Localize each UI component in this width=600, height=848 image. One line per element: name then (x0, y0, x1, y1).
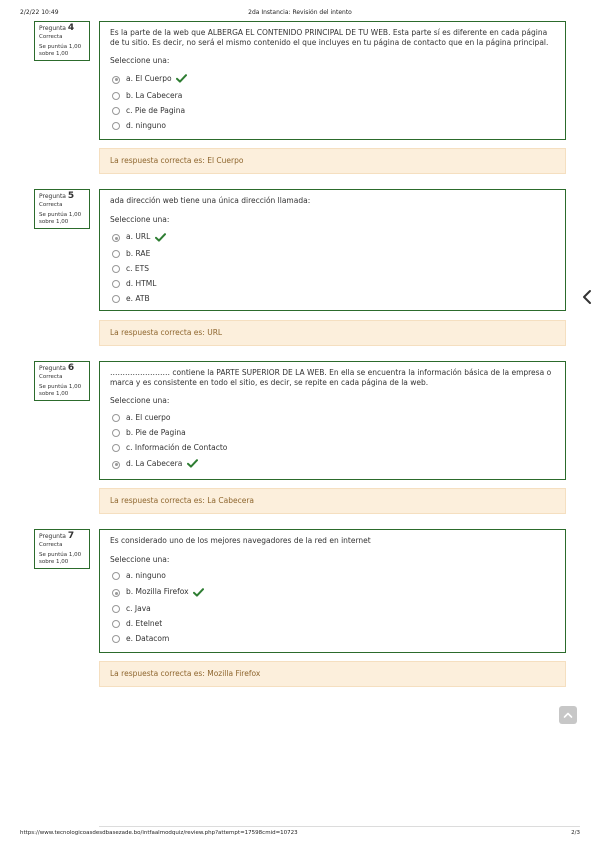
question-label: Pregunta (39, 533, 66, 540)
question-state: Correcta (39, 202, 63, 208)
answer-option[interactable] (110, 276, 555, 291)
option-label: a. ninguno (126, 571, 166, 580)
radio-button[interactable] (112, 589, 120, 597)
question-info (34, 361, 90, 401)
print-date: 2/2/22 10:49 (20, 9, 59, 16)
question-state: Correcta (39, 542, 63, 548)
radio-button[interactable] (112, 107, 120, 115)
option-label: b. La Cabecera (126, 90, 183, 100)
option-label: c. ETS (126, 264, 149, 273)
question-content (99, 361, 566, 480)
question-info (34, 189, 90, 229)
answer-option[interactable] (110, 88, 555, 103)
option-label: e. ATB (126, 294, 150, 303)
question-label: Pregunta (39, 193, 66, 200)
answer-option[interactable] (110, 246, 555, 261)
option-label: d. Etelnet (126, 619, 163, 628)
radio-button[interactable] (112, 572, 120, 580)
check-icon (193, 588, 204, 597)
option-label: a. URL (126, 232, 151, 241)
back-to-top-button[interactable] (559, 706, 577, 724)
question-text: …………………… contiene la PARTE SUPERIOR DE LA WEB. En ella se encuentra la información básica de la empresa o marca y es consistente en todo el sitio, es decir, se repite en cada página de la web. (110, 368, 552, 387)
question-number: 4 (67, 23, 75, 33)
radio-button[interactable] (112, 605, 120, 613)
correct-answer-feedback: La respuesta correcta es: Mozilla Firefox (99, 661, 566, 687)
radio-button[interactable] (112, 76, 120, 84)
check-icon (187, 459, 198, 468)
print-url: https://www.tecnologicoasdesdbasezade.bo/intfaalmodquiz/review.php?attempt=17598cmid=10723 (20, 830, 298, 836)
print-footer (20, 830, 580, 840)
correct-answer-feedback: La respuesta correcta es: La Cabecera (99, 488, 566, 514)
option-label: b. RAE (126, 249, 151, 258)
radio-button[interactable] (112, 429, 120, 437)
radio-button[interactable] (112, 414, 120, 422)
question-label: Pregunta (39, 25, 66, 32)
answer-options (110, 410, 555, 473)
answer-option[interactable] (110, 291, 555, 306)
answer-option[interactable] (110, 118, 555, 133)
chevron-left-icon (582, 289, 592, 305)
answer-option[interactable] (110, 568, 555, 583)
radio-button[interactable] (112, 265, 120, 273)
question-text: Es la parte de la web que ALBERGA EL CONTENIDO PRINCIPAL DE TU WEB. Esta parte sí es diferente en cada página de tu sitio. Es decir, no será el mismo contenido el que incluyes en tu página de contacto que en la página principal. (110, 28, 549, 47)
answer-option[interactable] (110, 425, 555, 440)
answer-options (110, 228, 555, 306)
correct-answer-feedback: La respuesta correcta es: El Cuerpo (99, 148, 566, 174)
print-header (20, 9, 580, 21)
option-label: c. Pie de Pagina (126, 105, 186, 115)
option-label: e. Datacom (126, 634, 170, 643)
check-icon (176, 74, 187, 83)
answer-option[interactable] (110, 601, 555, 616)
option-label: a. El Cuerpo (126, 73, 172, 83)
radio-button[interactable] (112, 635, 120, 643)
answer-option[interactable] (110, 440, 555, 455)
answer-option[interactable] (110, 70, 555, 88)
answer-option[interactable] (110, 261, 555, 276)
option-label: b. Pie de Pagina (126, 427, 186, 437)
question-grade: Se puntúa 1,00 (39, 384, 82, 390)
option-label: a. El cuerpo (126, 412, 171, 422)
option-label: c. Información de Contacto (126, 442, 228, 452)
print-title: 2da Instancia: Revisión del intento (248, 9, 352, 16)
option-label: d. La Cabecera (126, 458, 183, 468)
answer-option[interactable] (110, 631, 555, 646)
question-number: 6 (67, 363, 75, 373)
question-grade-max: sobre 1,00 (39, 219, 69, 225)
radio-button[interactable] (112, 620, 120, 628)
radio-button[interactable] (112, 280, 120, 288)
chevron-up-icon (563, 711, 573, 719)
question-number: 7 (67, 531, 75, 541)
option-label: b. Mozilla Firefox (126, 587, 189, 596)
check-icon (155, 233, 166, 242)
option-label: d. ninguno (126, 120, 166, 130)
answer-prompt: Seleccione una: (110, 214, 170, 224)
footer-divider (99, 826, 580, 827)
option-label: c. Java (126, 604, 151, 613)
answer-option[interactable] (110, 583, 555, 601)
question-info (34, 21, 90, 61)
question-state: Correcta (39, 374, 63, 380)
radio-button[interactable] (112, 295, 120, 303)
radio-button[interactable] (112, 444, 120, 452)
radio-button[interactable] (112, 461, 120, 469)
question-number: 5 (67, 191, 75, 201)
answer-option[interactable] (110, 410, 555, 425)
radio-button[interactable] (112, 234, 120, 242)
question-content (99, 189, 566, 311)
radio-button[interactable] (112, 122, 120, 130)
question-grade-max: sobre 1,00 (39, 559, 69, 565)
question-info (34, 529, 90, 569)
question-content (99, 21, 566, 140)
question-grade-max: sobre 1,00 (39, 391, 69, 397)
question-text: Es considerado uno de los mejores navegadores de la red en internet (110, 536, 371, 545)
radio-button[interactable] (112, 92, 120, 100)
answer-option[interactable] (110, 616, 555, 631)
answer-options (110, 568, 555, 646)
answer-prompt: Seleccione una: (110, 554, 170, 564)
question-grade: Se puntúa 1,00 (39, 44, 82, 50)
answer-option[interactable] (110, 228, 555, 246)
answer-option[interactable] (110, 103, 555, 118)
drawer-toggle-button[interactable] (580, 288, 594, 306)
correct-answer-feedback: La respuesta correcta es: URL (99, 320, 566, 346)
answer-options (110, 70, 555, 133)
question-state: Correcta (39, 34, 63, 40)
radio-button[interactable] (112, 250, 120, 258)
question-grade: Se puntúa 1,00 (39, 552, 82, 558)
answer-option[interactable] (110, 455, 555, 473)
question-grade-max: sobre 1,00 (39, 51, 69, 57)
question-label: Pregunta (39, 365, 66, 372)
question-content (99, 529, 566, 653)
option-label: d. HTML (126, 279, 157, 288)
page-number: 2/3 (571, 830, 580, 836)
answer-prompt: Seleccione una: (110, 56, 170, 65)
question-text: ada dirección web tiene una única dirección llamada: (110, 196, 311, 205)
question-grade: Se puntúa 1,00 (39, 212, 82, 218)
answer-prompt: Seleccione una: (110, 396, 170, 405)
